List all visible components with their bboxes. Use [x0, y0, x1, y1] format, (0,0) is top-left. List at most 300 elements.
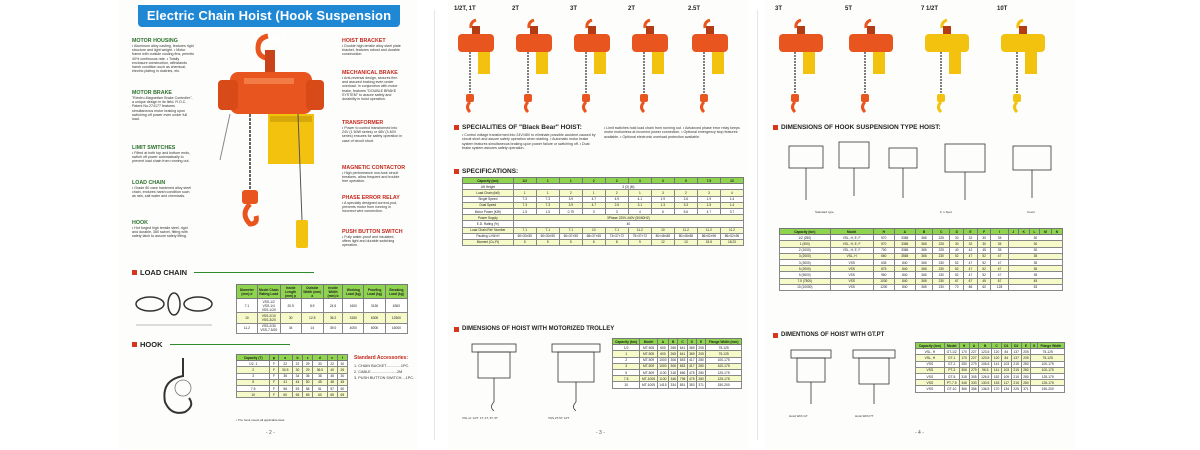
suspension-cell: 30: [977, 241, 991, 247]
spec-cell: 7.1: [513, 227, 536, 233]
callout-magnetic-contactor-text: • High performance non-fuse circuit breakers, allow frequent and trouble free operation.: [342, 171, 400, 184]
suspension-cell: 45: [977, 247, 991, 253]
spec-cell: 7.3: [536, 202, 559, 208]
gt-cell: 100-175: [1031, 367, 1065, 373]
hoist-photo: [845, 16, 897, 121]
spec-cell: 4: [720, 190, 743, 196]
hook-cell: 3: [237, 373, 270, 379]
suspension-cell: 230: [933, 253, 950, 259]
spec-cell: Dual Speed: [463, 202, 514, 208]
spec-cell: 3: [582, 208, 605, 214]
callout-hoist-bracket-label: HOIST BRACKET: [342, 38, 386, 44]
hook-cell: F: [270, 379, 278, 385]
spec-cell: 3.9: [559, 196, 582, 202]
hoist-photo: [570, 16, 614, 121]
trolley-cell: 75-125: [706, 345, 742, 351]
trolley-cell: 150-200: [706, 382, 742, 388]
callout-mechanical-brake-text: • Anti-reversal design, secures firm and assured braking even under overload. In conjunction with motor brake, features "DOUBLE BRAKE SYSTEM" to assure safety and durability in hoist operation.: [342, 76, 398, 102]
hook-cell: 36: [278, 373, 292, 379]
gt-cell: VSS: [916, 386, 945, 392]
gt-cell: 215: [1011, 373, 1021, 379]
gt-cell: 215: [1011, 380, 1021, 386]
spec-cell: 1.5: [513, 208, 536, 214]
suspension-cell: 67: [964, 278, 978, 284]
spec-cell: Load Chain Ref. Number: [463, 227, 514, 233]
suspension-cell: 47: [991, 253, 1008, 259]
spec-cell: Load Chain (fall): [463, 190, 514, 196]
trolley-cell: 600: [657, 345, 668, 351]
suspension-cell: 225: [933, 241, 950, 247]
page-gutter: [757, 10, 758, 440]
hook-cell: 30: [337, 373, 347, 379]
callout-phase-error-relay-text: • A specially designed current-pod, prevents motor from running in incorrect wire connection.: [342, 201, 397, 214]
suspension-cell: 67: [991, 278, 1008, 284]
spec-cell: Lift Height: [463, 184, 514, 190]
suspension-cell: 365: [915, 241, 932, 247]
spec-cell: 4.9: [605, 196, 628, 202]
gt-cell: VSS: [916, 361, 945, 367]
trolley-cell: MT-1005: [640, 376, 658, 382]
gt-cell: 250: [959, 361, 969, 367]
accessories-heading: Standard Accessories:: [354, 355, 409, 361]
trolley-cell: 280: [698, 358, 704, 363]
suspension-cell: 3565: [894, 253, 915, 259]
spec-cell: 3: [651, 190, 674, 196]
gt-cell: 215: [1011, 367, 1021, 373]
suspension-cell: 30: [1008, 247, 1062, 253]
suspension-row: [780, 284, 1063, 290]
hook-cell: 50: [337, 385, 347, 391]
gt-cell: 225: [1011, 386, 1021, 392]
suspension-cell: 47: [991, 266, 1008, 272]
suspension-cell: VSS: [830, 266, 873, 272]
load-chain-cell: VSS-2/10 VSS-3/20: [257, 313, 280, 323]
load-chain-cell: 3150: [343, 313, 364, 323]
spec-cell: 60×30×55: [536, 233, 559, 239]
load-chain-header-cell: Inside Width (mm) b: [323, 285, 342, 299]
callout-push-button-label: PUSH BUTTON SWITCH: [342, 229, 403, 235]
hook-header-cell: φ: [270, 355, 278, 361]
spec-cell: 2: [559, 190, 582, 196]
trolley-heading: DIMENSIONS OF HOIST WITH MOTORIZED TROLLEY: [454, 326, 614, 332]
hook-cell: 1/2, 1: [237, 361, 270, 367]
gt-cell: 205: [1021, 349, 1031, 355]
suspension-heading: DIMENSIONS OF HOOK SUSPENSION TYPE HOIST:: [773, 124, 941, 131]
spec-header-cell: Capacity (ton): [463, 178, 514, 184]
gt-cell: 346: [959, 380, 969, 386]
spec-cell: 11.2: [697, 227, 720, 233]
spec-header-cell: 1: [536, 178, 559, 184]
hook-cell: 33: [313, 361, 327, 367]
suspension-cell: 7.5 (7500): [780, 278, 831, 284]
trolley-cell: 371: [698, 382, 704, 387]
trolley-cell: 125-175: [706, 369, 742, 375]
trolley-cell: MT-1005: [640, 382, 658, 388]
trolley-header-cell: Capacity (ton): [613, 339, 640, 345]
capacity-label: 1/2T, 1T: [454, 6, 476, 12]
caption-f-spot: F, 1 Spot: [940, 210, 952, 214]
specialities-right: • Limit switches hold load chain from running out. • Advanced phase error relay keeps motor motionless at incorrect power connection. • Optional emergency stop features available. • Optional electronic overload protection available.: [604, 126, 740, 139]
suspension-cell: 660: [873, 253, 894, 259]
specifications-table: [462, 177, 744, 246]
suspension-cell: 700: [873, 247, 894, 253]
gt-cell: 109: [1002, 373, 1012, 379]
spec-cell: 86×52×96: [720, 233, 743, 239]
trolley-cell: 656: [679, 370, 686, 375]
load-chain-header-cell: Proofing Load (kg): [364, 285, 386, 299]
load-chain-cell: 34: [280, 323, 301, 333]
load-chain-cell: 7.1: [237, 299, 258, 313]
spec-header-cell: 2: [582, 178, 605, 184]
trolley-header-cell: A: [657, 339, 668, 345]
gt-cell: 137: [1011, 349, 1021, 355]
hook-cell: 29: [303, 361, 313, 367]
load-chain-cell: 35.2: [323, 313, 342, 323]
callout-transformer-label: TRANSFORMER: [342, 120, 384, 126]
gt-cell: 150-200: [1031, 386, 1065, 392]
suspension-cell: VSS: [830, 284, 873, 290]
suspension-cell: 67: [950, 278, 964, 284]
hook-note: • The hook meets all applicable laws: [236, 418, 285, 422]
gt-cell: 280: [1021, 373, 1031, 379]
suspension-cell: 35: [1008, 266, 1062, 272]
gt-cell: 227: [969, 349, 979, 355]
hook-cell: 5: [237, 379, 270, 385]
spec-cell: 7.3: [513, 202, 536, 208]
trolley-cell: 417: [689, 364, 695, 369]
suspension-cell: 45: [977, 278, 991, 284]
trolley-cell: MT-509: [640, 357, 658, 363]
capacity-label: 7 1/2T: [921, 6, 939, 12]
suspension-cell: 840: [894, 272, 915, 278]
suspension-cell: 52: [977, 253, 991, 259]
suspension-header-cell: J: [1008, 229, 1018, 235]
spec-cell: 9: [628, 239, 651, 245]
load-chain-cell: 39.0: [323, 323, 342, 333]
caption-gt: Hoist With GT: [789, 414, 808, 418]
load-chain-cell: VSS-2/30 VSS-7.5/20: [257, 323, 280, 333]
spec-cell: 11.2: [674, 227, 697, 233]
trolley-cell: 1/2: [613, 345, 640, 351]
gt-cell: GT-2: [944, 361, 959, 367]
suspension-cell: 1030: [873, 278, 894, 284]
trolley-cell: 265: [670, 345, 676, 350]
spec-cell: 2.6: [674, 196, 697, 202]
trolley-cell: 318: [670, 370, 676, 375]
load-chain-cell: 8.9: [301, 299, 323, 313]
spec-cell: 5: [559, 239, 582, 245]
hook-heading: HOOK: [132, 340, 290, 349]
suspension-cell: 70: [950, 284, 964, 290]
spec-cell: 80×48×88: [651, 233, 674, 239]
suspension-cell: 52: [950, 266, 964, 272]
hook-cell: 57: [327, 385, 337, 391]
hook-cell: F: [270, 367, 278, 373]
hook-cell: F: [270, 373, 278, 379]
spec-cell: 2: [674, 190, 697, 196]
hook-cell: F: [270, 385, 278, 391]
specialities-heading: SPECIALITIES OF "Black Bear" HOIST:: [454, 124, 582, 131]
gt-cell: 227: [969, 355, 979, 361]
hook-cell: F: [270, 392, 278, 398]
suspension-cell: 1/2 (250): [780, 235, 831, 241]
suspension-header-cell: D: [950, 229, 964, 235]
gt-cell: 120: [992, 355, 1002, 361]
suspension-cell: 365: [915, 284, 932, 290]
trolley-header-cell: B: [669, 339, 678, 345]
hook-drawing: [148, 352, 218, 422]
capacity-label: 5T: [845, 6, 853, 12]
gt-header-cell: C: [992, 343, 1002, 349]
spec-cell: 7.1: [559, 227, 582, 233]
load-chain-cell: 30: [280, 313, 301, 323]
trolley-cell: 205: [698, 351, 704, 356]
trolley-caption-left: VSL-H: 1/2T, 1T, 2T, 3T, 5T: [462, 416, 498, 420]
load-chain-table: [236, 284, 408, 334]
gt-cell: VSS: [916, 380, 945, 386]
callout-limit-switches-text: • Fitted at both top and bottom ends, switch off power automatically to prevent load chain from running out.: [132, 151, 190, 164]
hook-cell: 53: [292, 385, 302, 391]
suspension-cell: 47: [964, 259, 978, 265]
hook-cell: 7.5: [237, 385, 270, 391]
load-chain-row: [237, 299, 408, 313]
spec-cell: 3.9: [559, 202, 582, 208]
spec-cell: 1.4: [720, 202, 743, 208]
hoist-photo: [775, 16, 827, 121]
hook-cell: 34: [292, 373, 302, 379]
specifications-heading: SPECIFICATIONS:: [454, 168, 518, 175]
gt-cell: VSS: [916, 367, 945, 373]
gt-cell: GT-10: [944, 386, 959, 392]
spec-cell: 4.7: [697, 208, 720, 214]
spec-cell: 3.1: [628, 202, 651, 208]
accessory-1: 1. CHAIN BUCKET..............1PC.: [354, 364, 410, 368]
suspension-cell: 52: [977, 272, 991, 278]
trolley-cell: 306: [670, 358, 676, 363]
load-chain-header-cell: Outside Width (mm) a: [301, 285, 323, 299]
suspension-cell: 570: [873, 241, 894, 247]
suspension-header-cell: Model: [830, 229, 873, 235]
suspension-cell: VSS: [830, 259, 873, 265]
gt-cell: 134: [1002, 386, 1012, 392]
trolley-cell: 851: [679, 382, 686, 387]
suspension-cell: 230: [933, 266, 950, 272]
suspension-cell: 840: [894, 284, 915, 290]
page-3: [448, 0, 748, 450]
suspension-cell: 3365: [894, 235, 915, 241]
callout-motor-brake-label: MOTOR BRAKE: [132, 90, 172, 96]
suspension-drawings: [779, 134, 1069, 218]
hook-cell: 65: [303, 392, 313, 398]
hoist-photo: [921, 16, 973, 121]
spec-cell: Motor Power (KW): [463, 208, 514, 214]
gt-row: [916, 386, 1065, 392]
suspension-cell: 5 (5000): [780, 272, 831, 278]
callout-magnetic-contactor-label: MAGNETIC CONTACTOR: [342, 165, 406, 171]
hook-table: [236, 354, 348, 398]
suspension-cell: VSL, H, E, F: [830, 235, 873, 241]
trolley-caption-right: VSS 2T-5T, 10T: [548, 416, 570, 420]
suspension-table: [779, 228, 1063, 291]
spec-cell: 10: [651, 227, 674, 233]
spec-cell: 3: [697, 190, 720, 196]
hook-cell: 51: [313, 385, 327, 391]
gt-cell: 279: [969, 367, 979, 373]
suspension-cell: 230: [933, 284, 950, 290]
suspension-cell: 3365: [894, 247, 915, 253]
spec-cell: 1.5: [536, 208, 559, 214]
trolley-cell: 1130: [657, 369, 668, 375]
suspension-cell: 30: [950, 235, 964, 241]
hoist-photo: [688, 16, 732, 121]
gt-cell: 356: [969, 386, 979, 392]
gt-header-cell: Model: [944, 343, 959, 349]
spec-cell: 68×37×55: [582, 233, 605, 239]
capacity-label: 2.5T: [688, 6, 701, 12]
gt-cell: 205: [1021, 355, 1031, 361]
trolley-cell: 475: [689, 376, 695, 381]
gt-cell: GT-1/2: [944, 349, 959, 355]
page-2: [118, 0, 418, 450]
trolley-cell: 5: [613, 369, 640, 375]
spec-cell: 5: [513, 239, 536, 245]
suspension-cell: 365: [915, 266, 932, 272]
trolley-cell: 798: [679, 376, 686, 381]
suspension-cell: 3365: [894, 241, 915, 247]
spec-cell: 3 (3) (M): [513, 184, 743, 190]
spec-cell: 18.23: [720, 239, 743, 245]
hoist-photo: [997, 16, 1049, 121]
gt-cell: 152: [992, 373, 1002, 379]
hook-cell: 29: [303, 367, 313, 373]
suspension-cell: 35: [991, 247, 1008, 253]
suspension-cell: 3 (2000): [780, 253, 831, 259]
page-4: [765, 0, 1075, 450]
hook-cell: 40: [327, 367, 337, 373]
spec-cell: 11.2: [720, 227, 743, 233]
hook-cell: 50: [303, 379, 313, 385]
suspension-header-cell: Capacity (ton): [780, 229, 831, 235]
suspension-cell: 635: [873, 259, 894, 265]
suspension-cell: 875: [873, 266, 894, 272]
callout-mechanical-brake-label: MECHANICAL BRAKE: [342, 70, 398, 76]
suspension-cell: 47: [991, 259, 1008, 265]
load-chain-heading: LOAD CHAIN: [132, 268, 314, 277]
trolley-drawing-left: [464, 338, 524, 414]
gt-cell: VSL, H: [916, 355, 945, 361]
gt-cell: 84: [1002, 349, 1012, 355]
hook-cell: 22: [278, 361, 292, 367]
hook-cell: 58: [303, 385, 313, 391]
load-chain-cell: 12.5: [301, 313, 323, 323]
spec-cell: 2.5: [605, 202, 628, 208]
suspension-cell: 47: [964, 266, 978, 272]
suspension-cell: 86: [964, 284, 978, 290]
gt-cell: 100-175: [1031, 361, 1065, 367]
suspension-cell: 52: [977, 266, 991, 272]
suspension-cell: 35: [1008, 259, 1062, 265]
suspension-cell: VSL, H, E, F: [830, 247, 873, 253]
trolley-cell: 306: [670, 364, 676, 369]
capacity-label: 2T: [628, 6, 636, 12]
suspension-cell: 30: [977, 235, 991, 241]
gt-header-cell: G: [1032, 343, 1036, 348]
suspension-cell: 1200: [873, 284, 894, 290]
hoist-photo: [628, 16, 672, 121]
trolley-cell: MT-505: [640, 345, 658, 351]
caption-standard: Standard type: [815, 210, 834, 214]
load-chain-cell: 6300: [385, 299, 407, 313]
spec-cell: 0.75: [559, 208, 582, 214]
load-chain-cell: 24.5: [323, 299, 342, 313]
load-chain-cell: 1600: [343, 299, 364, 313]
load-chain-cell: VSS-1/2 VSS-1/4 VSS-1/20: [257, 299, 280, 313]
trolley-cell: 75-125: [706, 351, 742, 357]
trolley-cell: 3: [613, 363, 640, 369]
gt-header-cell: Flange Width: [1037, 343, 1064, 349]
gt-cell: PT-3: [944, 367, 959, 373]
hook-cell: 2: [237, 367, 270, 373]
gt-cell: 306: [959, 367, 969, 373]
page-gutter: [434, 10, 435, 440]
trolley-cell: 369: [689, 351, 695, 356]
hook-cell: 60: [313, 392, 327, 398]
spec-cell: 40: [513, 221, 743, 227]
spec-header-cell: 1: [559, 178, 582, 184]
hook-cell: 65: [337, 392, 347, 398]
gt-cell: 333: [969, 380, 979, 386]
callout-hook-label: HOOK: [132, 220, 148, 226]
trolley-row: [613, 382, 742, 388]
gt-cell: 366: [959, 386, 969, 392]
suspension-cell: 35: [1008, 253, 1062, 259]
hook-cell: 22: [327, 361, 337, 367]
specialities-left: • Control voltage transformed into 24V/48V to eliminate possible accident caused by circuit short and assure safety operation when starting. • Automatic motor brake system features simultaneous braking upon power failure or switching off. • Dual brake system assures safety operation.: [462, 133, 596, 150]
suspension-cell: 45: [1008, 278, 1062, 284]
suspension-cell: 3 (3000): [780, 259, 831, 265]
gt-cell: 123.5: [979, 355, 992, 361]
gt-cell: 141: [992, 367, 1002, 373]
capacity-label: 3T: [570, 6, 578, 12]
load-chain-row: [237, 323, 408, 333]
spec-cell: Moment (Cu.Ft): [463, 239, 514, 245]
hook-cell: 45: [313, 379, 327, 385]
spec-cell: 1: [513, 190, 536, 196]
hook-header-cell: f: [337, 355, 347, 361]
gt-cell: 125-175: [1031, 380, 1065, 386]
spec-header-cell: 2: [605, 178, 628, 184]
load-chain-cell: 14: [301, 323, 323, 333]
suspension-cell: 365: [915, 272, 932, 278]
spec-cell: 1: [536, 190, 559, 196]
accessory-2: 2. CABLE.........................2M: [354, 370, 403, 374]
spec-cell: 4.7: [582, 196, 605, 202]
spec-cell: 86×52×96: [697, 233, 720, 239]
trolley-cell: 100-175: [706, 357, 742, 363]
suspension-cell: 30: [1008, 235, 1062, 241]
suspension-cell: VSL, H, E, F: [830, 241, 873, 247]
spec-cell: 1.3: [651, 202, 674, 208]
callout-motor-housing-label: MOTOR HOUSING: [132, 38, 178, 44]
spec-cell: 75×37×72: [628, 233, 651, 239]
gt-cell: 170: [959, 355, 969, 361]
trolley-cell: 205: [698, 345, 704, 350]
suspension-cell: 2 (1000): [780, 247, 831, 253]
spec-cell: 3.7: [720, 208, 743, 214]
gt-cell: 280: [1021, 367, 1031, 373]
hook-cell: 48: [327, 379, 337, 385]
gt-cell: 305: [969, 373, 979, 379]
